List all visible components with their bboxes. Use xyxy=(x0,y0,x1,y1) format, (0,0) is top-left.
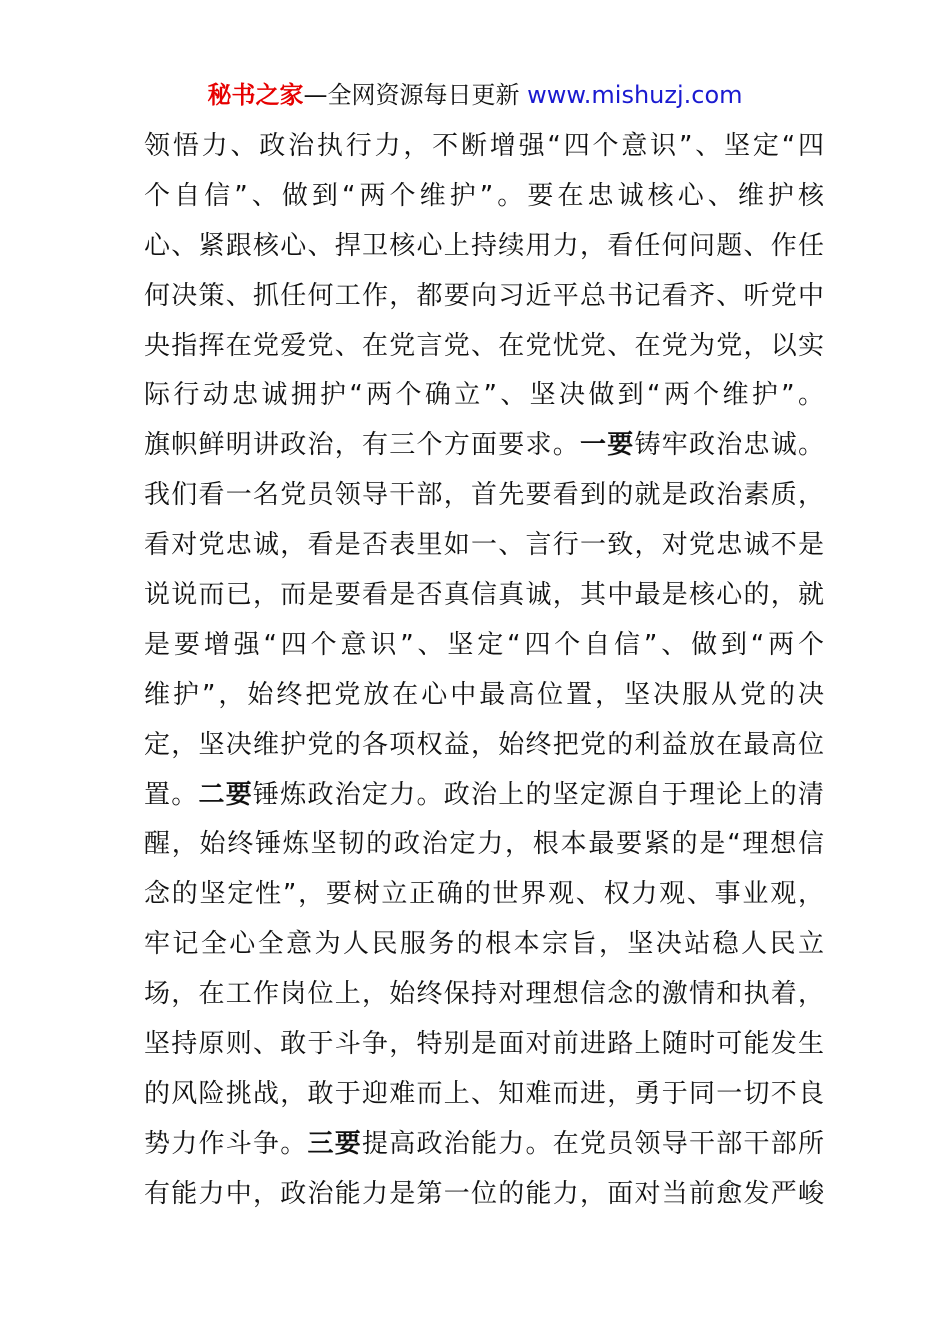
text-segment: 心、紧跟核心、捍卫核心上持续用力，看任何问题、作任 xyxy=(144,230,826,261)
text-line xyxy=(144,1020,824,1070)
text-line xyxy=(144,820,824,870)
text-segment: 醒，始终锤炼坚韧的政治定力，根本最要紧的是“理想信 xyxy=(144,829,826,860)
text-segment: 牢记全心全意为人民服务的根本宗旨，坚决站稳人民立 xyxy=(144,929,827,960)
text-line xyxy=(144,671,827,721)
text-segment: 看对党忠诚，看是否表里如一、言行一致，对党忠诚不是 xyxy=(144,530,826,561)
site-url-link[interactable]: www.mishuzj.com xyxy=(527,81,743,109)
text-segment: 势力作斗争。 xyxy=(144,1128,308,1159)
text-line xyxy=(144,521,824,571)
bold-heading-text: 二要 xyxy=(198,779,253,810)
text-line xyxy=(144,122,827,172)
document-body xyxy=(144,122,829,1220)
text-segment: 坚持原则、敢于斗争，特别是面对前进路上随时可能发生 xyxy=(144,1029,826,1060)
text-line xyxy=(144,920,827,970)
text-line xyxy=(144,571,824,621)
text-line xyxy=(144,1120,824,1170)
text-line xyxy=(144,371,828,421)
text-line xyxy=(144,222,824,272)
text-segment: 有能力中，政治能力是第一位的能力，面对当前愈发严峻 xyxy=(144,1178,826,1209)
text-segment: 央指挥在党爱党、在党言党、在党忧党、在党为党，以实 xyxy=(144,330,826,361)
text-segment: 锤炼政治定力。政治上的坚定源自于理论上的清 xyxy=(253,779,826,810)
text-line xyxy=(144,172,829,222)
text-segment: 提高政治能力。在党员领导干部干部所 xyxy=(362,1128,826,1159)
site-tagline: —全网资源每日更新 xyxy=(303,81,520,109)
text-segment: 个自信”、做到“两个维护”。要在忠诚核心、维护核 xyxy=(144,180,829,211)
text-line xyxy=(144,1070,824,1120)
text-line xyxy=(144,471,824,521)
text-segment: 的风险挑战，敢于迎难而上、知难而进，勇于同一切不良 xyxy=(144,1078,826,1109)
text-segment: 旗帜鲜明讲政治，有三个方面要求。 xyxy=(144,430,580,461)
text-segment: 是要增强“四个意识”、坚定“四个自信”、做到“两个 xyxy=(144,629,828,660)
text-line xyxy=(144,272,824,322)
text-line xyxy=(144,1170,824,1220)
text-line xyxy=(144,771,824,821)
text-segment: 定，坚决维护党的各项权益，始终把党的利益放在最高位 xyxy=(144,729,826,760)
text-line xyxy=(144,421,824,471)
text-segment: 维护”，始终把党放在心中最高位置，坚决服从党的决 xyxy=(144,679,827,710)
text-segment: 铸牢政治忠诚。 xyxy=(634,430,826,461)
site-header xyxy=(0,78,950,112)
text-segment: 场，在工作岗位上，始终保持对理想信念的激情和执着， xyxy=(144,979,826,1010)
text-line xyxy=(144,322,824,372)
bold-heading-text: 三要 xyxy=(307,1128,362,1159)
site-brand: 秘书之家 xyxy=(207,81,304,109)
text-line xyxy=(144,970,824,1020)
text-segment: 念的坚定性”，要树立正确的世界观、权力观、事业观， xyxy=(144,879,826,910)
text-line xyxy=(144,870,824,920)
text-segment: 我们看一名党员领导干部，首先要看到的就是政治素质， xyxy=(144,480,826,511)
text-segment: 说说而已，而是要看是否真信真诚，其中最是核心的，就 xyxy=(144,580,826,611)
text-segment: 置。 xyxy=(144,779,199,810)
bold-heading-text: 一要 xyxy=(579,430,635,461)
text-segment: 际行动忠诚拥护“两个确立”、坚决做到“两个维护”。 xyxy=(144,380,828,411)
text-segment: 何决策、抓任何工作，都要向习近平总书记看齐、听党中 xyxy=(144,280,826,311)
text-line xyxy=(144,721,824,771)
text-segment: 领悟力、政治执行力，不断增强“四个意识”、坚定“四 xyxy=(144,131,827,161)
text-line xyxy=(144,621,828,671)
